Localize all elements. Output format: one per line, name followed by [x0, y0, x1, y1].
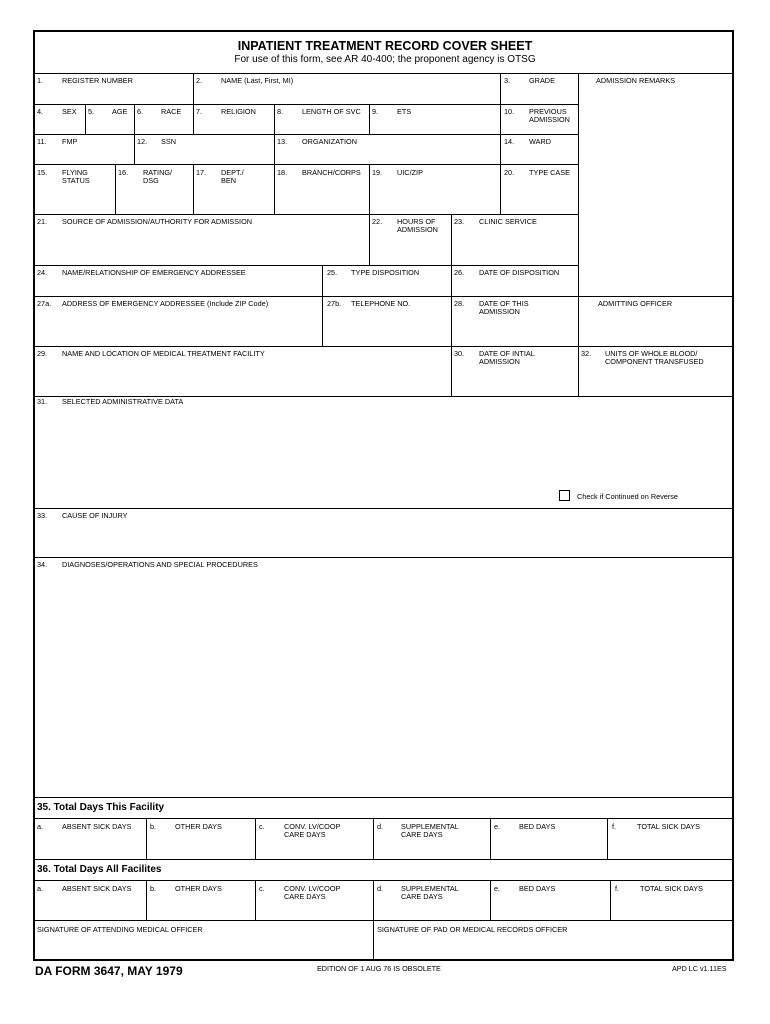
religion-field[interactable]: RELIGION: [221, 107, 256, 116]
cause-of-injury-field[interactable]: CAUSE OF INJURY: [62, 511, 128, 520]
name-field[interactable]: NAME (Last, First, MI): [221, 76, 294, 85]
field-14-number: 14.: [504, 137, 515, 146]
column-divider: [373, 880, 374, 920]
column-divider: [451, 214, 452, 265]
previous-admission-field[interactable]: PREVIOUS: [529, 107, 567, 116]
field-13-number: 13.: [277, 137, 288, 146]
s35-supplemental-label-line2: CARE DAYS: [401, 830, 443, 839]
s36-other-days-field[interactable]: OTHER DAYS: [175, 884, 222, 893]
diagnoses-field[interactable]: DIAGNOSES/OPERATIONS AND SPECIAL PROCEDURES: [62, 560, 258, 569]
source-of-admission-field[interactable]: SOURCE OF ADMISSION/AUTHORITY FOR ADMISSION: [62, 217, 253, 226]
s36-conv-lv-coop-field[interactable]: CONV. LV/COOP: [284, 884, 341, 893]
column-divider: [134, 134, 135, 164]
field-27b-number: 27b.: [327, 299, 342, 308]
field-19-number: 19.: [372, 168, 383, 177]
column-divider: [610, 880, 611, 920]
field-10-number: 10.: [504, 107, 515, 116]
column-divider: [451, 265, 452, 346]
telephone-field[interactable]: TELEPHONE NO.: [351, 299, 411, 308]
column-divider: [451, 346, 452, 396]
attending-officer-signature-field[interactable]: SIGNATURE OF ATTENDING MEDICAL OFFICER: [37, 925, 203, 934]
field-27a-number: 27a.: [37, 299, 52, 308]
row-divider: [34, 104, 578, 105]
date-of-disposition-field[interactable]: DATE OF DISPOSITION: [479, 268, 560, 277]
rating-dsg-label-line2: DSG: [143, 176, 159, 185]
field-2-number: 2.: [196, 76, 203, 85]
date-of-this-admission-field[interactable]: DATE OF THIS: [479, 299, 529, 308]
dept-ben-label-line2: BEN: [221, 176, 237, 185]
row-divider: [34, 880, 734, 881]
age-field[interactable]: AGE: [112, 107, 128, 116]
field-17-number: 17.: [196, 168, 207, 177]
administrative-data-field[interactable]: SELECTED ADMINISTRATIVE DATA: [62, 397, 184, 406]
field-25-number: 25.: [327, 268, 338, 277]
units-of-blood-field[interactable]: UNITS OF WHOLE BLOOD/: [605, 349, 698, 358]
s35-col-a-letter: a.: [37, 822, 44, 831]
row-divider: [34, 346, 734, 347]
field-24-number: 24.: [37, 268, 48, 277]
column-divider: [85, 104, 86, 134]
s36-supplemental-label-line2: CARE DAYS: [401, 892, 443, 901]
row-divider: [34, 557, 734, 558]
uic-zip-field[interactable]: UIC/ZIP: [397, 168, 423, 177]
page-title: INPATIENT TREATMENT RECORD COVER SHEET: [237, 39, 533, 53]
field-23-number: 23.: [454, 217, 465, 226]
continued-on-reverse-label: Check if Continued on Reverse: [577, 492, 678, 501]
column-divider: [193, 104, 194, 134]
s35-total-sick-days-field[interactable]: TOTAL SICK DAYS: [637, 822, 700, 831]
emergency-addressee-name-field[interactable]: NAME/RELATIONSHIP OF EMERGENCY ADDRESSEE: [62, 268, 246, 277]
organization-field[interactable]: ORGANIZATION: [302, 137, 357, 146]
field-26-number: 26.: [454, 268, 465, 277]
s35-col-b-letter: b.: [150, 822, 157, 831]
date-of-this-admission-label-line2: ADMISSION: [479, 307, 520, 316]
column-divider: [193, 73, 194, 104]
field-12-number: 12.: [137, 137, 148, 146]
s36-col-a-letter: a.: [37, 884, 44, 893]
date-of-initial-admission-label-line2: ADMISSION: [479, 357, 520, 366]
field-7-number: 7.: [196, 107, 203, 116]
treatment-facility-field[interactable]: NAME AND LOCATION OF MEDICAL TREATMENT FACILITY: [62, 349, 265, 358]
column-divider: [146, 880, 147, 920]
s35-absent-sick-days-field[interactable]: ABSENT SICK DAYS: [62, 822, 132, 831]
column-divider: [369, 164, 370, 214]
field-5-number: 5.: [88, 107, 95, 116]
row-divider: [34, 920, 734, 921]
s35-col-f-letter: f.: [612, 822, 617, 831]
column-divider: [500, 164, 501, 214]
records-officer-signature-field[interactable]: SIGNATURE OF PAD OR MEDICAL RECORDS OFFICER: [377, 925, 568, 934]
register-number-field[interactable]: REGISTER NUMBER: [62, 76, 133, 85]
s35-other-days-field[interactable]: OTHER DAYS: [175, 822, 222, 831]
s36-col-f-letter: f.: [615, 884, 620, 893]
ets-field[interactable]: ETS: [397, 107, 412, 116]
s36-supplemental-field[interactable]: SUPPLEMENTAL: [401, 884, 459, 893]
row-divider: [34, 797, 734, 798]
s36-absent-sick-days-field[interactable]: ABSENT SICK DAYS: [62, 884, 132, 893]
s35-conv-lv-coop-label-line2: CARE DAYS: [284, 830, 326, 839]
field-11-number: 11.: [37, 137, 47, 146]
section-35-heading: 35. Total Days This Facility: [37, 802, 165, 813]
field-18-number: 18.: [277, 168, 288, 177]
field-6-number: 6.: [137, 107, 144, 116]
column-divider: [193, 164, 194, 214]
flying-status-label-line2: STATUS: [62, 176, 90, 185]
field-3-number: 3.: [504, 76, 511, 85]
ward-field[interactable]: WARD: [529, 137, 552, 146]
s36-col-d-letter: d.: [377, 884, 384, 893]
column-divider: [274, 164, 275, 214]
dept-ben-field[interactable]: DEPT./: [221, 168, 244, 177]
field-29-number: 29.: [37, 349, 48, 358]
section-36-heading: 36. Total Days All Facilites: [37, 864, 162, 875]
row-divider: [34, 508, 734, 509]
column-divider: [146, 818, 147, 859]
column-divider: [369, 214, 370, 265]
hours-of-admission-label-line2: ADMISSION: [397, 225, 438, 234]
column-divider: [578, 73, 579, 396]
column-divider: [274, 104, 275, 134]
ssn-field[interactable]: SSN: [161, 137, 177, 146]
edition-note: EDITION OF 1 AUG 76 IS OBSOLETE: [317, 964, 441, 973]
fmp-field[interactable]: FMP: [62, 137, 78, 146]
field-22-number: 22.: [372, 217, 383, 226]
s36-col-e-letter: e.: [494, 884, 501, 893]
type-case-field[interactable]: TYPE CASE: [529, 168, 570, 177]
column-divider: [274, 134, 275, 164]
row-divider: [34, 818, 734, 819]
row-divider: [34, 296, 734, 297]
column-divider: [500, 104, 501, 134]
rating-dsg-field[interactable]: RATING/: [143, 168, 173, 177]
field-8-number: 8.: [277, 107, 284, 116]
hours-of-admission-field[interactable]: HOURS OF: [397, 217, 436, 226]
column-divider: [490, 880, 491, 920]
field-4-number: 4.: [37, 107, 44, 116]
row-divider: [34, 859, 734, 860]
clinic-service-field[interactable]: CLINIC SERVICE: [479, 217, 537, 226]
row-divider: [34, 134, 578, 135]
s36-col-c-letter: c.: [259, 884, 265, 893]
s35-bed-days-field[interactable]: BED DAYS: [519, 822, 556, 831]
admission-remarks-field[interactable]: ADMISSION REMARKS: [596, 76, 676, 85]
form-number: DA FORM 3647, MAY 1979: [35, 964, 183, 978]
s35-col-e-letter: e.: [494, 822, 501, 831]
field-33-number: 33.: [37, 511, 48, 520]
flying-status-field[interactable]: FLYING: [62, 168, 88, 177]
s36-bed-days-field[interactable]: BED DAYS: [519, 884, 556, 893]
column-divider: [500, 73, 501, 104]
previous-admission-label-line2: ADMISSION: [529, 115, 570, 124]
column-divider: [115, 164, 116, 214]
column-divider: [369, 104, 370, 134]
field-21-number: 21.: [37, 217, 48, 226]
field-1-number: 1.: [37, 76, 44, 85]
field-16-number: 16.: [118, 168, 129, 177]
s36-total-sick-days-field[interactable]: TOTAL SICK DAYS: [640, 884, 703, 893]
field-34-number: 34.: [37, 560, 48, 569]
type-disposition-field[interactable]: TYPE DISPOSITION: [351, 268, 420, 277]
column-divider: [490, 818, 491, 859]
column-divider: [373, 920, 374, 960]
s35-col-d-letter: d.: [377, 822, 384, 831]
column-divider: [500, 134, 501, 164]
page-subtitle: For use of this form, see AR 40-400; the proponent agency is OTSG: [234, 54, 536, 65]
field-20-number: 20.: [504, 168, 515, 177]
branch-corps-field[interactable]: BRANCH/CORPS: [302, 168, 361, 177]
units-of-blood-label-line2: COMPONENT TRANSFUSED: [605, 357, 704, 366]
s35-supplemental-field[interactable]: SUPPLEMENTAL: [401, 822, 459, 831]
s35-col-c-letter: c.: [259, 822, 265, 831]
field-28-number: 28.: [454, 299, 465, 308]
field-15-number: 15.: [37, 168, 48, 177]
field-32-number: 32.: [581, 349, 592, 358]
emergency-address-field[interactable]: ADDRESS OF EMERGENCY ADDRESSEE (Include ZIP Code): [62, 299, 269, 308]
row-divider: [34, 265, 578, 266]
column-divider: [255, 880, 256, 920]
field-31-number: 31.: [37, 397, 48, 406]
column-divider: [134, 104, 135, 134]
row-divider: [34, 214, 578, 215]
column-divider: [607, 818, 608, 859]
version-label: APD LC v1.11ES: [672, 964, 727, 973]
s36-conv-lv-coop-label-line2: CARE DAYS: [284, 892, 326, 901]
continued-on-reverse-checkbox[interactable]: [559, 490, 570, 501]
grade-field[interactable]: GRADE: [529, 76, 555, 85]
race-field[interactable]: RACE: [161, 107, 182, 116]
s35-conv-lv-coop-field[interactable]: CONV. LV/COOP: [284, 822, 341, 831]
field-9-number: 9.: [372, 107, 379, 116]
row-divider: [34, 73, 734, 74]
admitting-officer-field[interactable]: ADMITTING OFFICER: [598, 299, 673, 308]
sex-field[interactable]: SEX: [62, 107, 77, 116]
column-divider: [373, 818, 374, 859]
column-divider: [255, 818, 256, 859]
field-30-number: 30.: [454, 349, 465, 358]
length-of-svc-field[interactable]: LENGTH OF SVC: [302, 107, 361, 116]
s36-col-b-letter: b.: [150, 884, 157, 893]
column-divider: [322, 265, 323, 346]
date-of-initial-admission-field[interactable]: DATE OF INTIAL: [479, 349, 535, 358]
